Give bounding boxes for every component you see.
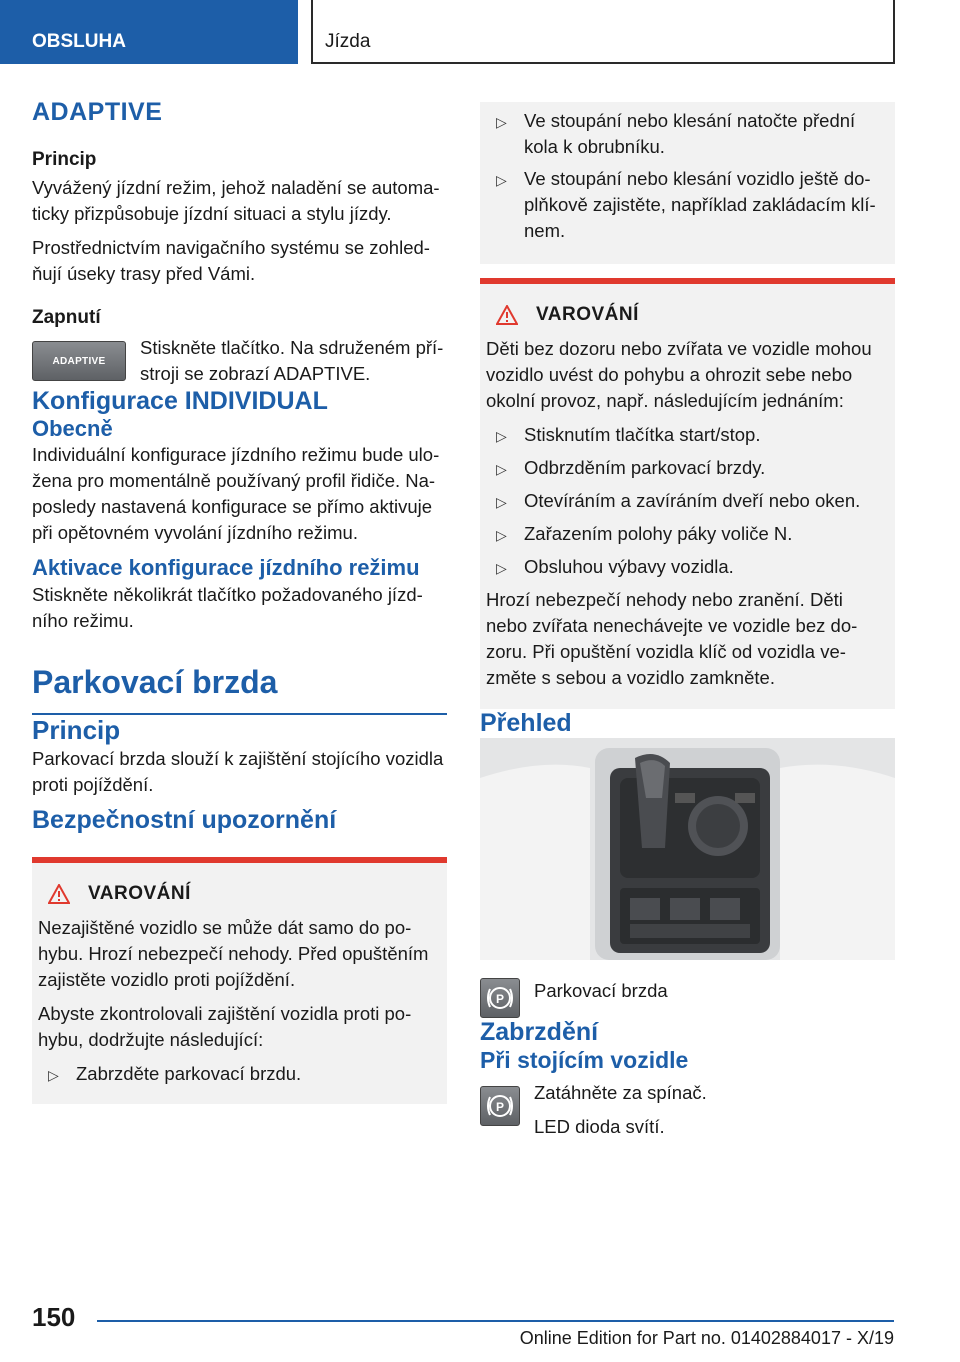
footer-divider: [97, 1320, 894, 1322]
parking-brake-switch-icon: [480, 1086, 520, 1126]
list-item: [496, 521, 887, 548]
footer-edition: Online Edition for Part no. 01402884017 - X/19: [519, 1328, 894, 1348]
bullet-triangle-icon: ▷: [48, 1067, 59, 1083]
adaptive-heading: ADAPTIVE: [32, 98, 163, 126]
warning-box-left: [32, 857, 447, 1104]
parkovaci-brzda-heading: Parkovací brzda: [32, 664, 447, 715]
bullet-triangle-icon: ▷: [496, 560, 507, 576]
list-item: [48, 1061, 439, 1088]
bullet-text: Zabrzděte parkovací brzdu.: [76, 1063, 302, 1084]
princip-heading-2: Princip: [32, 715, 121, 745]
aktivace-text: Stiskněte několikrát tlačítko požadovaného jízd-ního režimu.: [32, 584, 423, 631]
bullet-triangle-icon: ▷: [496, 428, 507, 444]
warning-box-right: [480, 278, 895, 709]
bullet-text: Ve stoupání nebo klesání natočte přední kola k obrubníku.: [524, 110, 856, 157]
parking-brake-switch-icon: [480, 978, 520, 1018]
right-column: [480, 102, 895, 1140]
warning-paragraph-2: Hrozí nebezpečí nehody nebo zranění. Děti nebo zvířata nenechávejte ve vozidle bez do-zoru. Při opuštění vozidla klíč od vozidla ve-změte s sebou a vozidlo zamkněte.: [486, 589, 858, 688]
bullet-text: Odbrzděním parkovací brzdy.: [524, 457, 766, 478]
princip-text-2: Parkovací brzda slouží k zajištění stojícího vozidla proti pojíždění.: [32, 748, 444, 795]
list-item: [496, 488, 887, 515]
chapter-title: Jízda: [325, 31, 371, 52]
bezpecnostni-heading: Bezpečnostní upozornění: [32, 806, 337, 834]
warning-title: [486, 304, 887, 326]
warning-paragraph-1: Děti bez dozoru nebo zvířata ve vozidle mohou vozidlo uvést do pohybu a ohrozit sebe nebo okolní provoz, např. následujícím jednáním:: [486, 338, 872, 411]
warning-box-continued: [480, 102, 895, 264]
list-item: [496, 108, 887, 160]
svg-text:P: P: [495, 992, 505, 1006]
konfigurace-heading: Konfigurace INDIVIDUAL: [32, 387, 328, 415]
bullet-triangle-icon: ▷: [496, 114, 507, 130]
warning-title-text: VAROVÁNÍ: [88, 883, 191, 904]
list-item: [496, 422, 887, 449]
section-title: OBSLUHA: [32, 31, 126, 52]
princip-paragraph-1: Vyvážený jízdní režim, jehož naladění se automa-ticky přizpůsobuje jízdní situaci a stylu jízdy.: [32, 177, 440, 224]
bullet-text: Ve stoupání nebo klesání vozidlo ještě do-plňkově zajistěte, například zakládacím klí-nem.: [524, 168, 876, 241]
bullet-triangle-icon: ▷: [496, 527, 507, 543]
section-tab: [0, 0, 298, 64]
zabrzdeni-row: [480, 1080, 895, 1140]
aktivace-heading: Aktivace konfigurace jízdního režimu: [32, 555, 420, 580]
parking-brake-caption-row: [480, 978, 895, 1018]
left-column: [32, 98, 447, 1104]
bullet-text: Otevíráním a zavíráním dveří nebo oken.: [524, 490, 861, 511]
page-number: 150: [32, 1302, 76, 1332]
svg-text:P: P: [495, 1100, 505, 1114]
center-console-photo: [480, 738, 895, 960]
prehled-heading: Přehled: [480, 709, 572, 737]
parking-brake-caption: Parkovací brzda: [534, 980, 668, 1001]
warning-triangle-icon: [496, 305, 518, 325]
warning-paragraph-1: Nezajištěné vozidlo se může dát samo do po-hybu. Hrozí nebezpečí nehody. Před opuštěním zajistěte vozidlo proti pojíždění.: [38, 917, 429, 990]
bullet-triangle-icon: ▷: [496, 461, 507, 477]
obecne-text: Individuální konfigurace jízdního režimu bude ulo-žena pro momentálně používaný profil řidiče. Na-posledy nastavená konfigurace se přímo aktivuje při opětovném vyvolání jízdního režimu.: [32, 444, 440, 543]
bullet-text: Obsluhou výbavy vozidla.: [524, 556, 734, 577]
list-item: [496, 166, 887, 244]
warning-title: [38, 883, 439, 905]
warning-title-text: VAROVÁNÍ: [536, 304, 639, 325]
warning-triangle-icon: [48, 884, 70, 904]
zabrzdeni-heading: Zabrzdění: [480, 1018, 599, 1046]
bullet-text: Stisknutím tlačítka start/stop.: [524, 424, 761, 445]
warning-paragraph-2: Abyste zkontrolovali zajištění vozidla proti po-hybu, dodržujte následující:: [38, 1003, 412, 1050]
bullet-triangle-icon: ▷: [496, 172, 507, 188]
adaptive-button-label: ADAPTIVE: [52, 355, 106, 367]
zapnuti-row: [32, 335, 447, 387]
chapter-tab: [311, 0, 895, 64]
bullet-triangle-icon: ▷: [496, 494, 507, 510]
zapnuti-text: Stiskněte tlačítko. Na sdruženém pří-stroji se zobrazí ADAPTIVE.: [140, 337, 444, 384]
princip-label: Princip: [32, 149, 97, 170]
obecne-heading: Obecně: [32, 416, 113, 441]
list-item: [496, 455, 887, 482]
adaptive-button-icon: [32, 341, 126, 381]
pri-stojicim-text-2: LED dioda svítí.: [534, 1116, 665, 1137]
bullet-text: Zařazením polohy páky voliče N.: [524, 523, 793, 544]
pri-stojicim-text-1: Zatáhněte za spínač.: [534, 1082, 707, 1103]
princip-paragraph-2: Prostřednictvím navigačního systému se zohled-ňují úseky trasy před Vámi.: [32, 237, 430, 284]
zapnuti-label: Zapnutí: [32, 307, 101, 328]
pri-stojicim-heading: Při stojícím vozidle: [480, 1047, 689, 1073]
list-item: [496, 554, 887, 581]
